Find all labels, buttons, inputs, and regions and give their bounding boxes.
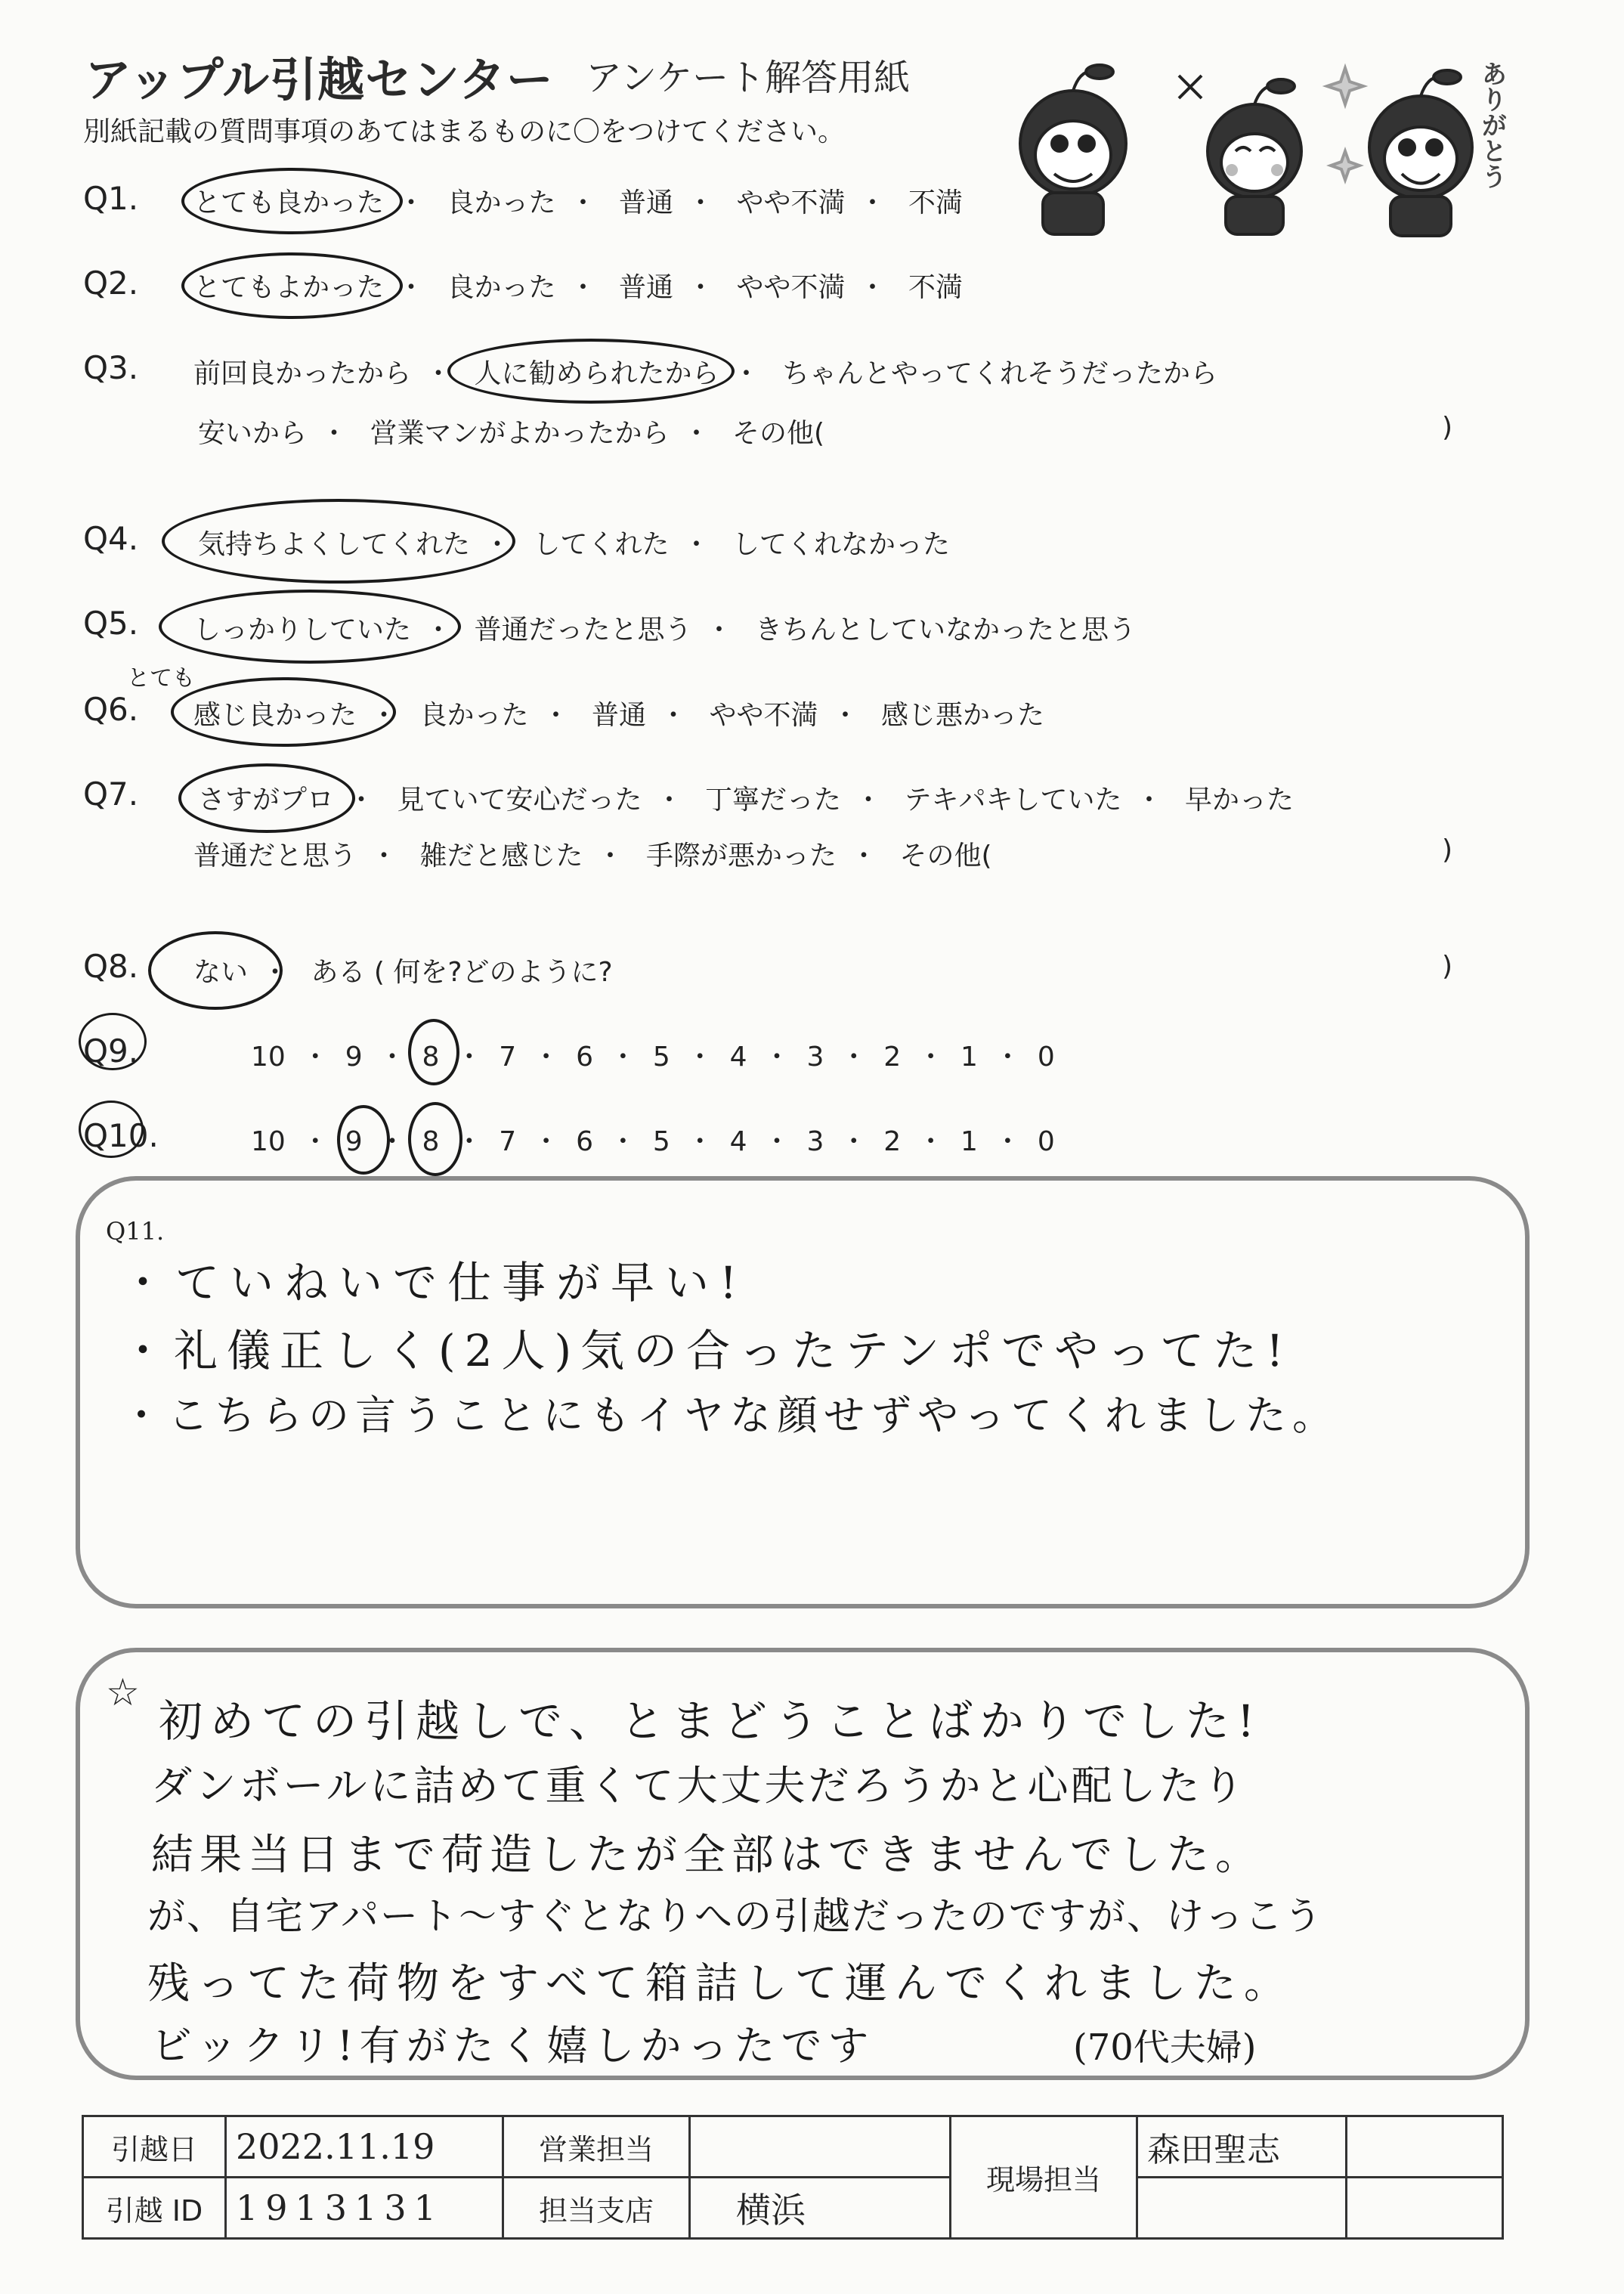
q2-number: Q2.	[83, 265, 139, 302]
comment-line-2: ダンボールに詰めて重くて大丈夫だろうかと心配したり	[151, 1762, 1247, 1810]
q3-option-6[interactable]: その他(	[732, 418, 825, 449]
q7-option-9[interactable]: その他(	[899, 841, 992, 871]
q1-answer-circle	[181, 168, 403, 234]
q1-option-1[interactable]: とても良かった	[193, 187, 385, 218]
q4-answer-circle	[162, 499, 515, 584]
q10-number: Q10.	[83, 1117, 159, 1154]
sales-label: 営業担当	[503, 2116, 690, 2178]
move-id-label: 引越 ID	[83, 2178, 226, 2239]
instruction-text: 別紙記載の質問事項のあてはまるものに〇をつけてください。	[83, 116, 846, 147]
q10-check-circle	[79, 1101, 144, 1158]
q1-option-4[interactable]: やや不満	[736, 187, 846, 218]
q7-options-line1: さすがプロ ・ 見ていて安心だった ・ 丁寧だった ・ テキパキしていた ・ 早かった	[198, 785, 1294, 816]
q8-close-paren: )	[1442, 951, 1453, 982]
q1-option-2[interactable]: 良かった	[447, 187, 556, 218]
comment-line-6: ビックリ!有がたく嬉しかったです	[151, 2022, 875, 2070]
q5-answer-circle	[159, 590, 461, 664]
comment-line-1: 初めての引越しで、とまどうことばかりでした!	[159, 1695, 1263, 1747]
q4-options: 気持ちよくしてくれた ・ してくれた ・ してくれなかった	[198, 529, 950, 560]
q7-options-line2: 普通だと思う ・ 雑だと感じた ・ 手際が悪かった ・ その他(	[193, 841, 992, 871]
q9-answer-circle	[408, 1019, 459, 1085]
q4-option-3[interactable]: してくれなかった	[732, 529, 950, 560]
q11-line-1: ・ていねいで仕事が早い!	[121, 1257, 748, 1308]
q8-answer-circle	[148, 931, 283, 1010]
site-extra-cell-2[interactable]	[1347, 2178, 1503, 2239]
form-subtitle: アンケート解答用紙	[586, 57, 911, 99]
q2-option-2[interactable]: 良かった	[447, 272, 556, 303]
q2-option-5[interactable]: 不満	[908, 272, 963, 303]
q4-option-2[interactable]: してくれた	[533, 529, 670, 560]
q1-number: Q1.	[83, 180, 139, 217]
mascot-caption: ありがとう	[1477, 60, 1507, 189]
q7-number: Q7.	[83, 776, 139, 813]
q5-number: Q5.	[83, 605, 139, 642]
q7-option-5[interactable]: 早かった	[1184, 785, 1294, 816]
q2-option-4[interactable]: やや不満	[736, 272, 846, 303]
comment-line-5: 残ってた荷物をすべて箱詰して運んでくれました。	[147, 1959, 1294, 2008]
q3-number: Q3.	[83, 349, 139, 386]
q1-options: とても良かった ・ 良かった ・ 普通 ・ やや不満 ・ 不満	[193, 187, 963, 218]
site-value-2[interactable]	[1137, 2178, 1347, 2239]
site-value[interactable]: 森田聖志	[1137, 2116, 1347, 2178]
q2-option-1[interactable]: とてもよかった	[193, 272, 385, 303]
q3-option-3[interactable]: ちゃんとやってくれそうだったから	[781, 358, 1217, 389]
branch-label: 担当支店	[503, 2178, 690, 2239]
q1-option-5[interactable]: 不満	[908, 187, 963, 218]
q6-number: Q6.	[83, 691, 139, 728]
q2-options: とてもよかった ・ 良かった ・ 普通 ・ やや不満 ・ 不満	[193, 272, 963, 303]
q8-option-2[interactable]: ある ( 何を?どのように?	[311, 957, 613, 988]
move-date-label: 引越日	[83, 2116, 226, 2178]
q3-option-5[interactable]: 営業マンがよかったから	[370, 418, 670, 449]
comment-line-3: 結果当日まで荷造したが全部はできませんでした。	[151, 1831, 1264, 1880]
q2-answer-circle	[181, 252, 403, 319]
q10-answer-circle-8	[408, 1102, 462, 1176]
q4-option-1[interactable]: 気持ちよくしてくれた	[198, 529, 471, 560]
q11-line-3: ・こちらの言うことにもイヤな顔せずやってくれました。	[121, 1392, 1339, 1439]
q7-close-paren: )	[1442, 834, 1453, 865]
q7-option-1[interactable]: さすがプロ	[198, 785, 335, 816]
q11-line-2: ・礼儀正しく(2人)気の合ったテンポでやってた!	[121, 1325, 1293, 1376]
q3-options-line1: 前回良かったから ・ 人に勧められたから ・ ちゃんとやってくれそうだったから	[193, 358, 1217, 389]
branch-value[interactable]: 横浜	[690, 2178, 951, 2239]
q7-option-8[interactable]: 手際が悪かった	[645, 841, 837, 871]
q7-option-4[interactable]: テキパキしていた	[904, 785, 1122, 816]
site-extra-cell[interactable]	[1347, 2116, 1503, 2178]
q9-check-circle	[79, 1013, 147, 1070]
q6-handwritten-annotation: とても	[127, 665, 195, 692]
q6-option-1[interactable]: 感じ良かった	[193, 700, 357, 731]
q1-option-3[interactable]: 普通	[618, 187, 673, 218]
q8-options: ない ・ ある ( 何を?どのように?	[193, 957, 613, 988]
q9-scale[interactable]: 10 ・ 9 ・ 8 ・ 7 ・ 6 ・ 5 ・ 4 ・ 3 ・ 2 ・ 1 ・ 0	[251, 1042, 1055, 1073]
comment-line-4: が、自宅アパート〜すぐとなりへの引越だったのですが、けっこう	[147, 1894, 1323, 1938]
site-label: 現場担当	[951, 2116, 1137, 2239]
q5-options: しっかりしていた ・ 普通だったと思う ・ きちんとしていなかったと思う	[193, 615, 1136, 645]
comment-signature: (70代夫婦)	[1073, 2026, 1257, 2069]
q7-answer-circle	[178, 763, 355, 833]
q7-option-6[interactable]: 普通だと思う	[193, 841, 357, 871]
q8-number: Q8.	[83, 948, 139, 985]
q3-answer-circle	[447, 339, 735, 404]
q3-close-paren: )	[1442, 412, 1453, 443]
q6-answer-circle	[171, 677, 396, 747]
q6-option-4[interactable]: やや不満	[709, 700, 818, 731]
q6-option-5[interactable]: 感じ悪かった	[880, 700, 1044, 731]
q5-option-1[interactable]: しっかりしていた	[193, 615, 412, 645]
q9-number: Q9.	[83, 1032, 139, 1070]
q7-option-2[interactable]: 見ていて安心だった	[397, 785, 642, 816]
q10-answer-circle-9	[337, 1105, 390, 1175]
q2-option-3[interactable]: 普通	[618, 272, 673, 303]
move-date-value[interactable]: 2022.11.19	[226, 2116, 503, 2178]
q3-option-2[interactable]: 人に勧められたから	[474, 358, 719, 389]
star-icon: ☆	[106, 1670, 140, 1714]
company-title: アップル引越センター	[85, 52, 554, 107]
q6-option-2[interactable]: 良かった	[419, 700, 529, 731]
move-id-value[interactable]: 1913131	[226, 2178, 503, 2239]
q6-options: 感じ良かった ・ 良かった ・ 普通 ・ やや不満 ・ 感じ悪かった	[193, 700, 1044, 731]
q7-option-3[interactable]: 丁寧だった	[704, 785, 841, 816]
q8-option-1[interactable]: ない	[193, 957, 249, 988]
q10-scale[interactable]: 10 ・ 9 ・ 8 ・ 7 ・ 6 ・ 5 ・ 4 ・ 3 ・ 2 ・ 1 ・ 0	[251, 1126, 1055, 1157]
q7-option-7[interactable]: 雑だと感じた	[419, 841, 583, 871]
mascot-illustration	[990, 53, 1534, 242]
footer-table	[82, 2115, 1504, 2240]
q3-option-1[interactable]: 前回良かったから	[193, 358, 412, 389]
sales-value[interactable]	[690, 2116, 951, 2178]
q6-option-3[interactable]: 普通	[591, 700, 646, 731]
q3-option-4[interactable]: 安いから	[198, 418, 308, 449]
q5-option-2[interactable]: 普通だったと思う	[474, 615, 692, 645]
q3-options-line2: 安いから ・ 営業マンがよかったから ・ その他(	[198, 418, 825, 449]
q11-label: Q11.	[106, 1217, 165, 1246]
q4-number: Q4.	[83, 520, 139, 557]
q5-option-3[interactable]: きちんとしていなかったと思う	[754, 615, 1136, 645]
